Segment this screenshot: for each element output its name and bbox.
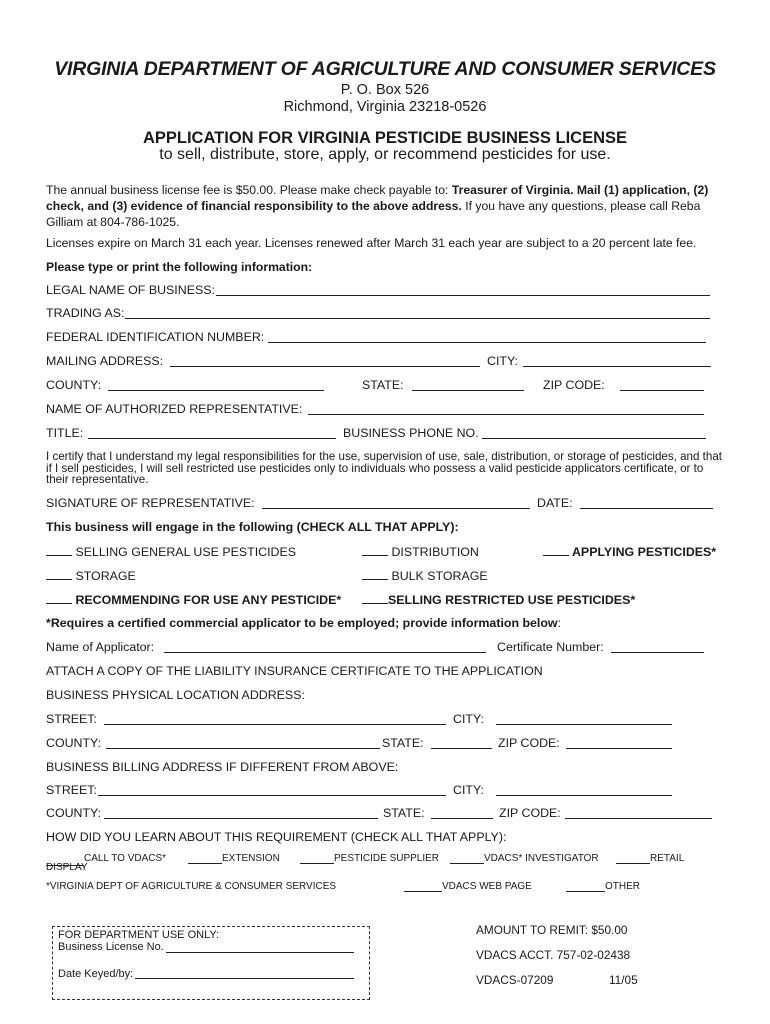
fee-bold-text: Treasurer of Virginia. Mail (1) application, (2) check, and (3) evidence of financial responsibility to the above address.	[46, 183, 709, 213]
selling-general-option[interactable]	[46, 544, 296, 559]
title-label: TITLE:	[46, 426, 84, 440]
certificate-number-field[interactable]	[611, 652, 704, 653]
date-keyed-field[interactable]	[135, 978, 354, 979]
billing-state-label: STATE:	[383, 806, 425, 820]
zip-field[interactable]	[620, 390, 704, 391]
billing-county-field[interactable]	[104, 818, 378, 819]
applying-option[interactable]	[543, 544, 716, 559]
billing-zip-label: ZIP CODE:	[499, 806, 561, 820]
learn-other-checkbox[interactable]	[566, 891, 605, 892]
signature-label: SIGNATURE OF REPRESENTATIVE:	[46, 496, 255, 510]
physical-state-label: STATE:	[382, 736, 424, 750]
distribution-option[interactable]	[362, 544, 479, 559]
trading-as-label: TRADING AS:	[46, 306, 125, 320]
county-label: COUNTY:	[46, 378, 102, 392]
zip-label: ZIP CODE:	[543, 378, 605, 392]
storage-option[interactable]	[46, 568, 136, 583]
requires-note	[46, 616, 561, 630]
requires-note-text: *Requires a certified commercial applicator to be employed; provide information below	[46, 616, 558, 630]
selling-general-label: SELLING GENERAL USE PESTICIDES	[75, 545, 297, 559]
date-keyed-label: Date Keyed/by:	[58, 968, 134, 980]
signature-date-label: DATE:	[537, 496, 573, 510]
activities-heading: This business will engage in the following (CHECK ALL THAT APPLY):	[46, 520, 459, 534]
physical-county-field[interactable]	[106, 748, 380, 749]
mailing-address-label: MAILING ADDRESS:	[46, 354, 164, 368]
license-no-field[interactable]	[166, 952, 354, 953]
checkbox-line[interactable]	[543, 544, 569, 556]
checkbox-line[interactable]	[362, 568, 388, 580]
learn-retail-label: RETAIL	[650, 853, 685, 864]
physical-city-label: CITY:	[453, 712, 484, 726]
expire-text: Licenses expire on March 31 each year. Licenses renewed after March 31 each year are subject to a 20 percent late fee.	[46, 236, 697, 250]
learn-heading: HOW DID YOU LEARN ABOUT THIS REQUIREMENT (CHECK ALL THAT APPLY):	[46, 830, 507, 844]
signature-date-field[interactable]	[580, 508, 713, 509]
mailing-address-field[interactable]	[170, 366, 480, 367]
fee-paragraph	[46, 182, 726, 230]
distribution-label: DISTRIBUTION	[391, 545, 479, 559]
certify-text: I certify that I understand my legal responsibilities for the use, supervision of use, sale, distribution, or storage of pesticides, and that if I sell pesticides, I will sell restricted use pesticides only to individuals who possess a valid pesticide applicators certificate, or to their representative.	[46, 450, 723, 487]
signature-field[interactable]	[262, 508, 530, 509]
bulk-storage-option[interactable]	[362, 568, 488, 583]
requires-note-colon: :	[557, 616, 562, 630]
recommending-option[interactable]	[46, 592, 341, 607]
city-line: Richmond, Virginia 23218-0526	[283, 99, 487, 115]
billing-city-label: CITY:	[453, 783, 484, 797]
type-print-instruction: Please type or print the following information:	[46, 260, 313, 274]
physical-zip-field[interactable]	[566, 748, 672, 749]
mailing-city-label: CITY:	[487, 354, 518, 368]
learn-retail-checkbox[interactable]	[616, 863, 650, 864]
learn-investigator-label: VDACS* INVESTIGATOR	[484, 853, 599, 864]
learn-supplier-label: PESTICIDE SUPPLIER	[334, 853, 440, 864]
storage-label: STORAGE	[75, 569, 136, 583]
applying-label: APPLYING PESTICIDES*	[571, 545, 717, 559]
billing-county-label: COUNTY:	[46, 806, 102, 820]
physical-city-field[interactable]	[496, 724, 672, 725]
applicator-name-field[interactable]	[164, 652, 486, 653]
billing-street-label: STREET:	[46, 783, 97, 797]
checkbox-line[interactable]	[362, 544, 388, 556]
physical-county-label: COUNTY:	[46, 736, 102, 750]
license-no-label: Business License No.	[58, 941, 164, 953]
po-box: P. O. Box 526	[340, 82, 430, 98]
agency-title: VIRGINIA DEPARTMENT OF AGRICULTURE AND CONSUMER SERVICES	[54, 58, 716, 80]
dept-use-heading: FOR DEPARTMENT USE ONLY:	[58, 929, 220, 941]
title-field[interactable]	[88, 438, 336, 439]
physical-street-label: STREET:	[46, 712, 97, 726]
physical-address-heading: BUSINESS PHYSICAL LOCATION ADDRESS:	[46, 688, 305, 702]
recommending-label: RECOMMENDING FOR USE ANY PESTICIDE*	[75, 593, 342, 607]
trading-as-field[interactable]	[125, 318, 710, 319]
billing-zip-field[interactable]	[565, 818, 712, 819]
legal-name-field[interactable]	[216, 295, 710, 296]
form-subtitle: to sell, distribute, store, apply, or recommend pesticides for use.	[159, 146, 611, 163]
checkbox-line[interactable]	[46, 544, 72, 556]
learn-call-label: CALL TO VDACS*	[84, 853, 167, 864]
learn-supplier-checkbox[interactable]	[300, 863, 334, 864]
selling-restricted-label: SELLING RESTRICTED USE PESTICIDES*	[388, 593, 636, 607]
selling-restricted-option[interactable]	[362, 592, 635, 607]
phone-label: BUSINESS PHONE NO.	[343, 426, 479, 440]
billing-state-field[interactable]	[431, 818, 493, 819]
vdacs-full-name: *VIRGINIA DEPT OF AGRICULTURE & CONSUMER SERVICES	[46, 881, 337, 892]
form-date: 11/05	[609, 973, 638, 987]
physical-street-field[interactable]	[104, 724, 446, 725]
vdacs-account: VDACS ACCT. 757-02-02438	[476, 948, 631, 962]
authorized-rep-label: NAME OF AUTHORIZED REPRESENTATIVE:	[46, 402, 303, 416]
checkbox-line[interactable]	[46, 592, 72, 604]
phone-field[interactable]	[482, 438, 706, 439]
attach-insurance-text: ATTACH A COPY OF THE LIABILITY INSURANCE CERTIFICATE TO THE APPLICATION	[46, 664, 543, 678]
certificate-number-label: Certificate Number:	[497, 640, 604, 654]
billing-address-heading: BUSINESS BILLING ADDRESS IF DIFFERENT FROM ABOVE:	[46, 760, 399, 774]
county-field[interactable]	[108, 390, 324, 391]
mailing-city-field[interactable]	[523, 366, 711, 367]
physical-zip-label: ZIP CODE:	[498, 736, 560, 750]
billing-street-field[interactable]	[98, 795, 446, 796]
state-field[interactable]	[412, 390, 524, 391]
learn-display-label: DISPLAY	[46, 862, 88, 873]
learn-web-checkbox[interactable]	[404, 891, 442, 892]
applicator-name-label: Name of Applicator:	[46, 640, 155, 654]
learn-extension-label: EXTENSION	[222, 853, 280, 864]
amount-to-remit: AMOUNT TO REMIT: $50.00	[476, 923, 628, 937]
fee-tail-text: If you have any questions, please call Reba Gilliam at 804-786-1025.	[46, 199, 701, 229]
state-label: STATE:	[362, 378, 404, 392]
learn-extension-checkbox[interactable]	[188, 863, 222, 864]
authorized-rep-field[interactable]	[308, 414, 704, 415]
billing-city-field[interactable]	[496, 795, 672, 796]
form-title: APPLICATION FOR VIRGINIA PESTICIDE BUSINESS LICENSE	[142, 129, 628, 147]
form-number: VDACS-07209	[476, 973, 554, 987]
legal-name-label: LEGAL NAME OF BUSINESS:	[46, 283, 215, 297]
federal-id-field[interactable]	[268, 342, 706, 343]
checkbox-line[interactable]	[362, 592, 388, 604]
fee-text: The annual business license fee is $50.00. Please make check payable to:	[46, 183, 452, 197]
learn-other-label: OTHER	[605, 881, 640, 892]
learn-investigator-checkbox[interactable]	[450, 863, 484, 864]
physical-state-field[interactable]	[431, 748, 492, 749]
checkbox-line[interactable]	[46, 568, 72, 580]
bulk-storage-label: BULK STORAGE	[391, 569, 488, 583]
federal-id-label: FEDERAL IDENTIFICATION NUMBER:	[46, 330, 265, 344]
learn-web-label: VDACS WEB PAGE	[442, 881, 532, 892]
